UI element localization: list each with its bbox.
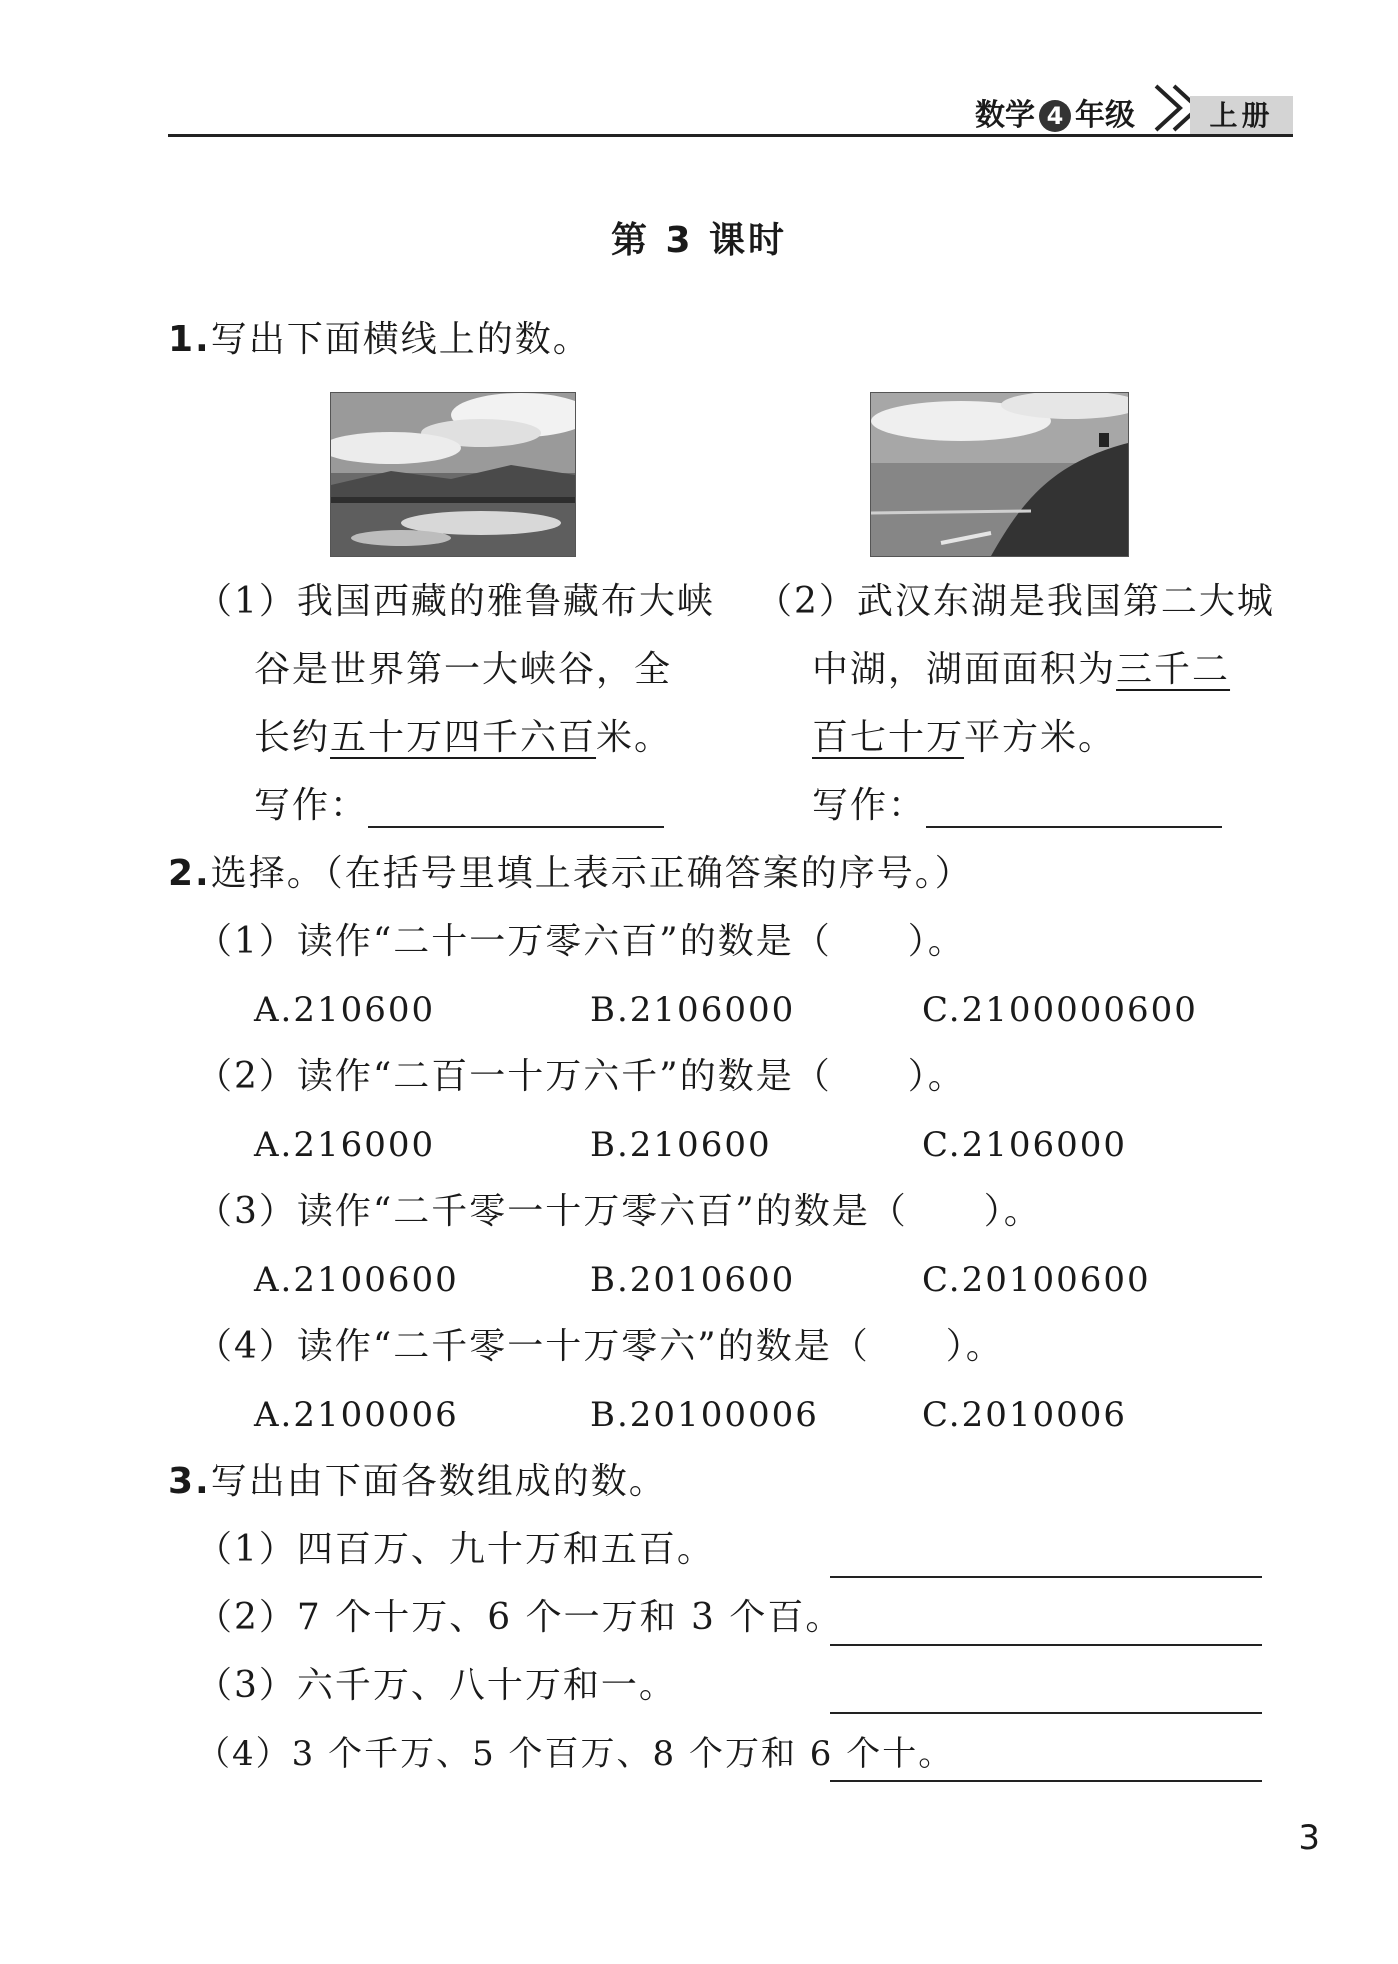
q1-part1-line2: 谷是世界第一大峡谷，全 (254, 649, 673, 690)
q1-part1-label: （1） (196, 581, 297, 622)
q2-heading (168, 852, 1398, 896)
q2-item1-option-b[interactable]: B.2106000 (590, 990, 796, 1030)
q3-item3-answer-line[interactable] (830, 1712, 1262, 1714)
q1-part2-suffix: 平方米。 (964, 717, 1117, 758)
q1-part2-write (812, 784, 1398, 828)
q1-part2-underlined-b: 百七十万 (812, 717, 965, 758)
q3-item1: （1）四百万、九十万和五百。 (196, 1529, 715, 1570)
q2-item2-stem: （2）读作“二百一十万六千”的数是（ ）。 (196, 1056, 966, 1097)
header-grade-suffix: 年级 (1075, 98, 1135, 133)
q3-item2: （2）7 个十万、6 个一万和 3 个百。 (196, 1597, 844, 1638)
q2-item4-option-c[interactable]: C.2010006 (922, 1395, 1128, 1435)
q1-part2-write-label: 写作： (812, 785, 927, 826)
q1-part1-underlined: 五十万四千六百 (330, 717, 597, 758)
q1-part2-text1: 武汉东湖是我国第二大城 (856, 581, 1275, 622)
q1-number: 1. (168, 319, 211, 360)
q3-number: 3. (168, 1461, 211, 1502)
q1-heading (168, 318, 1398, 362)
header-rule (168, 134, 1293, 137)
q3-item2-answer-line[interactable] (830, 1644, 1262, 1646)
q1-part1-answer-blank[interactable] (368, 790, 664, 828)
q2-item3-option-c[interactable]: C.20100600 (922, 1260, 1151, 1300)
lake-photo (870, 392, 1129, 557)
q2-item3-option-b[interactable]: B.2010600 (590, 1260, 796, 1300)
q1-part2-prefix: 中湖，湖面面积为 (812, 649, 1117, 690)
q3-item1-answer-line[interactable] (830, 1576, 1262, 1578)
q3-item4: （4）3 个千万、5 个百万、8 个万和 6 个十。 (196, 1734, 955, 1774)
header-volume: 上册 (1190, 96, 1293, 136)
q2-prompt: 选择。（在括号里填上表示正确答案的序号。） (210, 853, 973, 894)
q1-part1-write-label: 写作： (254, 785, 369, 826)
q2-item1-option-a[interactable]: A.210600 (254, 990, 436, 1030)
q1-part2-answer-blank[interactable] (926, 790, 1222, 828)
q3-item4-answer-line[interactable] (830, 1780, 1262, 1782)
q2-item4-stem: （4）读作“二千零一十万零六”的数是（ ）。 (196, 1326, 1004, 1367)
q2-item1-option-c[interactable]: C.2100000600 (922, 990, 1198, 1030)
q2-item4-option-a[interactable]: A.2100006 (254, 1395, 459, 1435)
q2-item2-option-b[interactable]: B.210600 (590, 1125, 772, 1165)
q1-part1-suffix: 米。 (596, 717, 673, 758)
lesson-title: 第 3 课时 (610, 220, 788, 261)
q2-item3-option-a[interactable]: A.2100600 (254, 1260, 459, 1300)
q3-prompt: 写出由下面各数组成的数。 (210, 1461, 667, 1502)
q1-part1-text1: 我国西藏的雅鲁藏布大峡 (296, 581, 715, 622)
q2-item3-stem: （3）读作“二千零一十万零六百”的数是（ ）。 (196, 1191, 1042, 1232)
q1-part1-prefix: 长约 (254, 717, 331, 758)
canyon-photo (330, 392, 576, 557)
q1-prompt: 写出下面横线上的数。 (210, 319, 591, 360)
q3-heading (168, 1460, 1398, 1504)
q2-item2-option-a[interactable]: A.216000 (254, 1125, 436, 1165)
q2-item1-stem: （1）读作“二十一万零六百”的数是（ ）。 (196, 921, 966, 962)
q2-number: 2. (168, 853, 211, 894)
q3-item3: （3）六千万、八十万和一。 (196, 1665, 677, 1706)
q1-part2-line2 (812, 648, 1398, 692)
q1-part2-line1 (756, 580, 1398, 624)
q1-part2-label: （2） (756, 581, 857, 622)
grade-badge: 4 (1039, 100, 1071, 132)
header-subject (975, 96, 1135, 136)
page-number: 3 (1298, 1818, 1320, 1858)
q1-part2-underlined-a: 三千二 (1116, 649, 1231, 690)
q2-item2-option-c[interactable]: C.2106000 (922, 1125, 1128, 1165)
q1-part2-line3 (812, 716, 1398, 760)
q2-item4-option-b[interactable]: B.20100006 (590, 1395, 819, 1435)
header-subject-text: 数学 (975, 98, 1035, 133)
